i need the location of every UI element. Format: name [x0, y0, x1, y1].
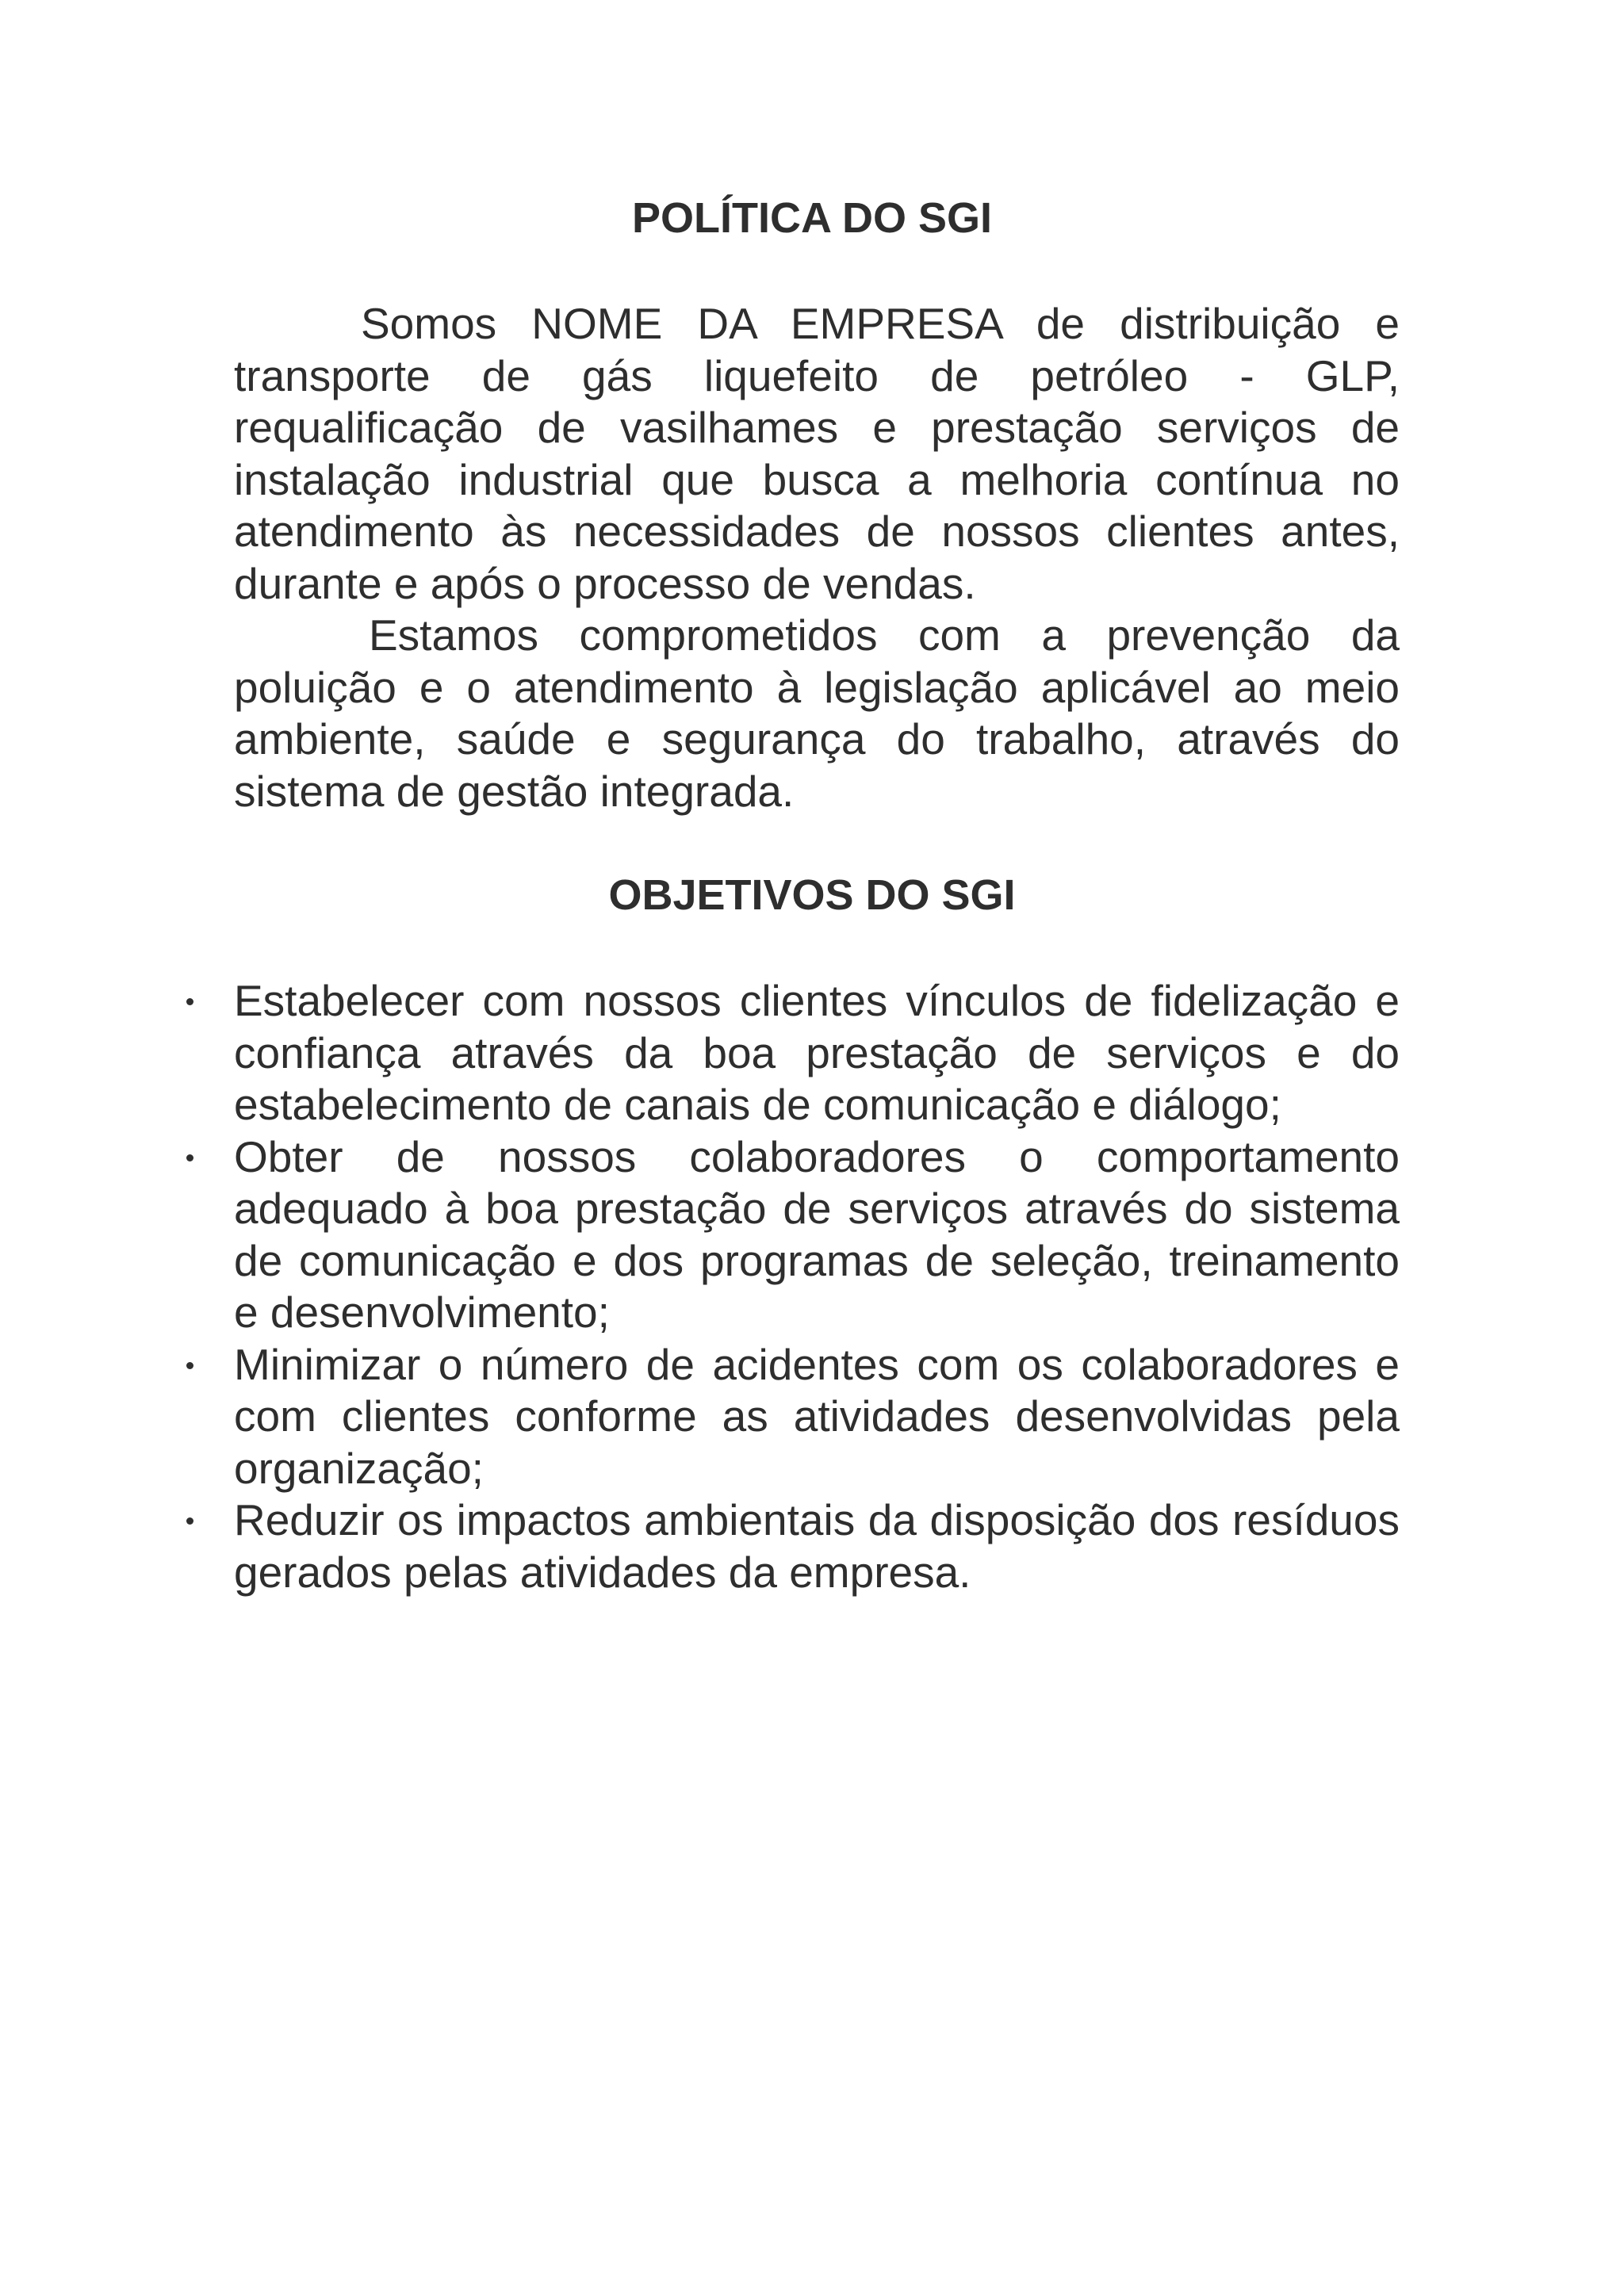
policy-paragraph: Estamos comprometidos com a prevenção da poluição e o atendimento à legislação aplicável ao meio ambiente, saúde e segurança do trabalho, através do sistema de gestão integrada.: [234, 610, 1400, 816]
objective-item: [234, 1494, 1400, 1598]
bullet-icon: [186, 1517, 193, 1525]
bullet-icon: [186, 1154, 193, 1161]
bullet-icon: [186, 998, 193, 1005]
objectives-title: OBJETIVOS DO SGI: [608, 871, 1016, 919]
objectives-list: [234, 975, 1400, 1598]
objective-text: Minimizar o número de acidentes com os colaboradores e com clientes conforme as atividades desenvolvidas pela organização;: [234, 1339, 1400, 1493]
policy-title: POLÍTICA DO SGI: [631, 194, 993, 242]
objective-item: [234, 975, 1400, 1131]
objective-text: Obter de nossos colaboradores o comportamento adequado à boa prestação de serviços através do sistema de comunicação e dos programas de seleção, treinamento e desenvolvimento;: [234, 1131, 1400, 1337]
objective-item: [234, 1339, 1400, 1495]
objective-item: [234, 1131, 1400, 1339]
objective-text: Reduzir os impactos ambientais da disposição dos resíduos gerados pelas atividades da empresa.: [234, 1495, 1400, 1597]
policy-paragraph: Somos NOME DA EMPRESA de distribuição e transporte de gás liquefeito de petróleo - GLP, requalificação de vasilhames e prestação serviços de instalação industrial que busca a melhoria contínua no atendimento às necessidades de nossos clientes antes, durante e após o processo de vendas.: [234, 299, 1400, 608]
policy-body: [234, 298, 1400, 817]
objective-text: Estabelecer com nossos clientes vínculos de fidelização e confiança através da boa prestação de serviços e do estabelecimento de canais de comunicação e diálogo;: [234, 976, 1400, 1129]
bullet-icon: [186, 1362, 193, 1369]
